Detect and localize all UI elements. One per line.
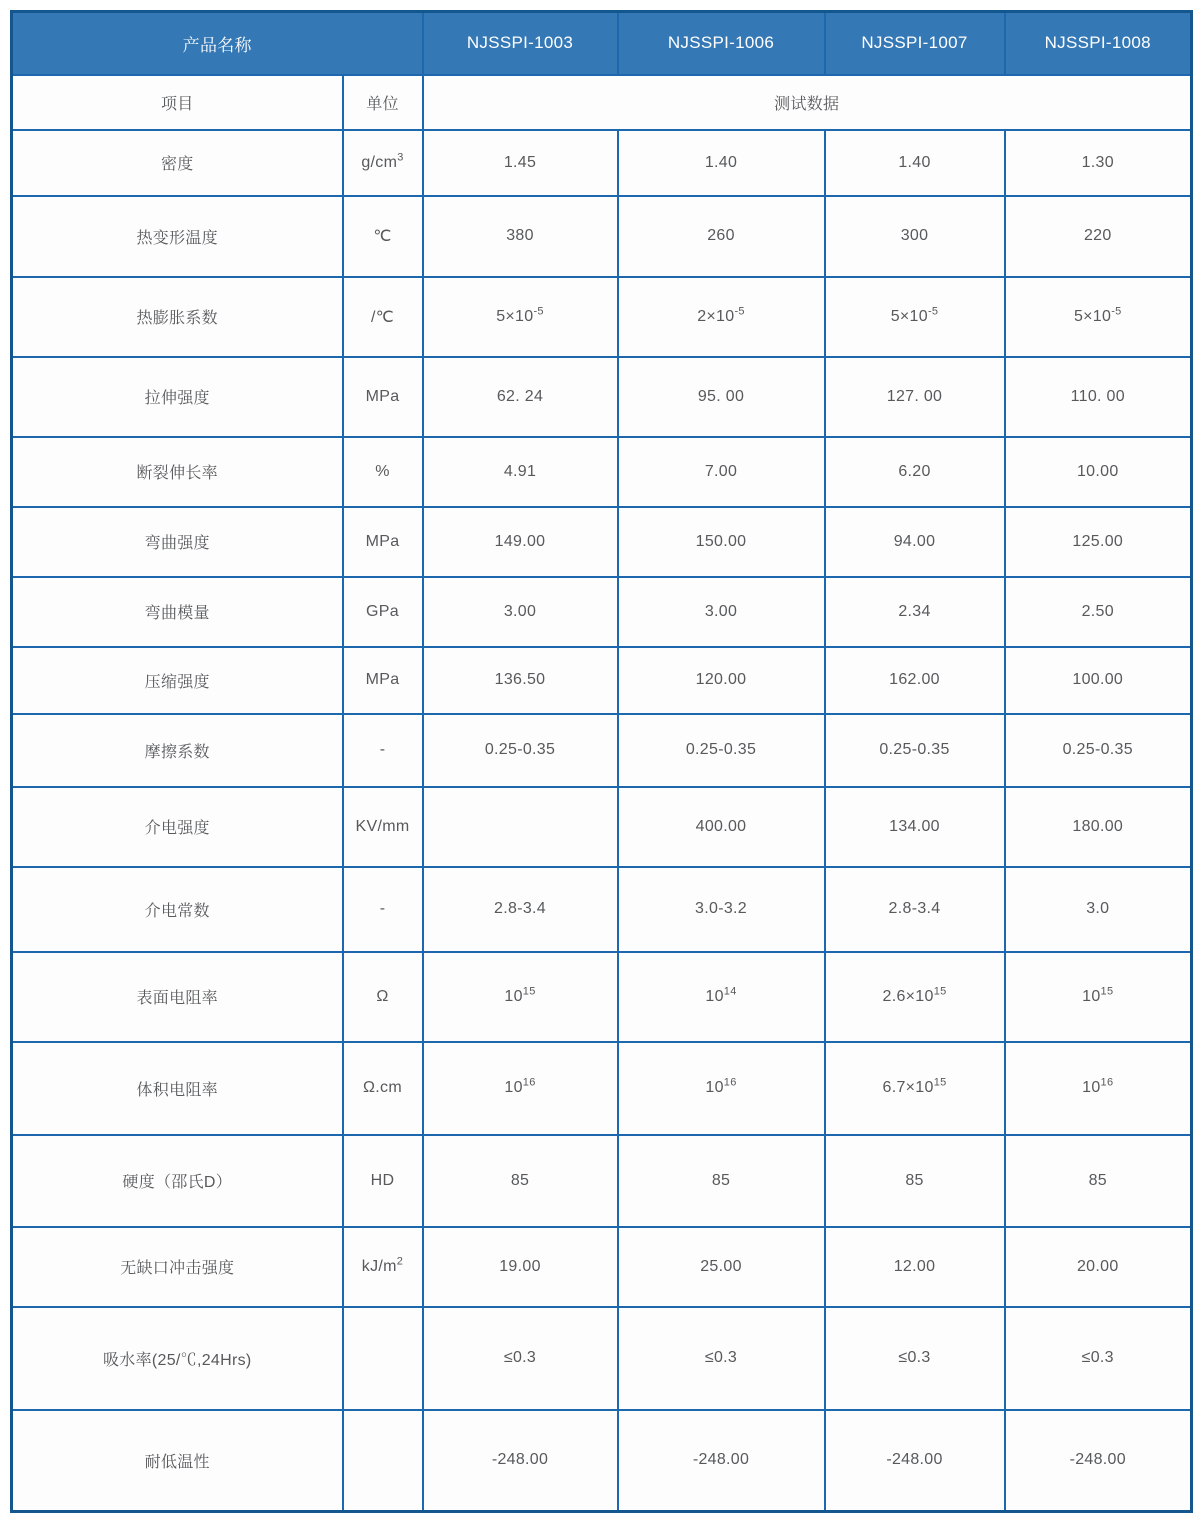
value-cell: 12.00 bbox=[825, 1227, 1005, 1307]
value-cell: $6.7\times 10^{15}$ bbox=[825, 1042, 1005, 1135]
item-cell: 热膨胀系数 bbox=[12, 277, 343, 357]
value-cell: $10^{16}$ bbox=[1005, 1042, 1192, 1135]
table-row bbox=[12, 437, 1192, 507]
value-cell: 85 bbox=[825, 1135, 1005, 1227]
value-cell: 6.20 bbox=[825, 437, 1005, 507]
table-row bbox=[12, 277, 1192, 357]
item-cell: 密度 bbox=[12, 130, 343, 196]
value-cell: 136.50 bbox=[423, 647, 618, 714]
spec-table bbox=[10, 10, 1193, 1513]
unit-label: 单位 bbox=[343, 75, 423, 130]
value-cell: 62. 24 bbox=[423, 357, 618, 437]
value-cell bbox=[423, 787, 618, 867]
unit-cell: MPa bbox=[343, 357, 423, 437]
value-cell: 300 bbox=[825, 196, 1005, 277]
value-cell: -248.00 bbox=[1005, 1410, 1192, 1512]
unit-cell bbox=[343, 1307, 423, 1410]
value-cell: 20.00 bbox=[1005, 1227, 1192, 1307]
unit-cell: ℃ bbox=[343, 196, 423, 277]
value-cell: $10^{15}$ bbox=[1005, 952, 1192, 1042]
value-cell: 1.40 bbox=[618, 130, 825, 196]
unit-cell: MPa bbox=[343, 647, 423, 714]
value-cell: 0.25-0.35 bbox=[423, 714, 618, 787]
value-cell: 10.00 bbox=[1005, 437, 1192, 507]
value-cell: 1.40 bbox=[825, 130, 1005, 196]
value-cell: 3.00 bbox=[618, 577, 825, 647]
unit-cell: % bbox=[343, 437, 423, 507]
product-column-1: NJSSPI-1003 bbox=[423, 12, 618, 75]
value-cell: 220 bbox=[1005, 196, 1192, 277]
value-cell: 100.00 bbox=[1005, 647, 1192, 714]
value-cell: $2.6\times 10^{15}$ bbox=[825, 952, 1005, 1042]
value-cell: 2.50 bbox=[1005, 577, 1192, 647]
spec-table-body bbox=[12, 130, 1192, 1512]
test-data-label: 测试数据 bbox=[423, 75, 1192, 130]
value-cell: 400.00 bbox=[618, 787, 825, 867]
value-cell: 150.00 bbox=[618, 507, 825, 577]
value-cell: ≤0.3 bbox=[825, 1307, 1005, 1410]
value-cell: 162.00 bbox=[825, 647, 1005, 714]
value-cell: 380 bbox=[423, 196, 618, 277]
table-row bbox=[12, 1410, 1192, 1512]
item-cell: 介电常数 bbox=[12, 867, 343, 952]
item-cell: 压缩强度 bbox=[12, 647, 343, 714]
item-cell: 弯曲强度 bbox=[12, 507, 343, 577]
value-cell: 85 bbox=[618, 1135, 825, 1227]
value-cell: ≤0.3 bbox=[423, 1307, 618, 1410]
value-cell: 94.00 bbox=[825, 507, 1005, 577]
value-cell: -248.00 bbox=[618, 1410, 825, 1512]
table-row bbox=[12, 357, 1192, 437]
item-cell: 弯曲模量 bbox=[12, 577, 343, 647]
unit-cell: HD bbox=[343, 1135, 423, 1227]
product-name-label: 产品名称 bbox=[12, 12, 423, 75]
value-cell: $5\times 10^{-5}$ bbox=[825, 277, 1005, 357]
table-row bbox=[12, 1307, 1192, 1410]
value-cell: 4.91 bbox=[423, 437, 618, 507]
value-cell: 127. 00 bbox=[825, 357, 1005, 437]
value-cell: 1.30 bbox=[1005, 130, 1192, 196]
unit-cell: KV/mm bbox=[343, 787, 423, 867]
value-cell: 2.34 bbox=[825, 577, 1005, 647]
table-row bbox=[12, 1135, 1192, 1227]
item-cell: 体积电阻率 bbox=[12, 1042, 343, 1135]
value-cell: 120.00 bbox=[618, 647, 825, 714]
unit-cell: - bbox=[343, 714, 423, 787]
value-cell: $5\times 10^{-5}$ bbox=[1005, 277, 1192, 357]
product-column-4: NJSSPI-1008 bbox=[1005, 12, 1192, 75]
table-row bbox=[12, 130, 1192, 196]
value-cell: $5\times 10^{-5}$ bbox=[423, 277, 618, 357]
unit-cell: $g/cm^3$ bbox=[343, 130, 423, 196]
value-cell: 95. 00 bbox=[618, 357, 825, 437]
value-cell: 3.0-3.2 bbox=[618, 867, 825, 952]
value-cell: 180.00 bbox=[1005, 787, 1192, 867]
item-cell: 拉伸强度 bbox=[12, 357, 343, 437]
value-cell: 85 bbox=[423, 1135, 618, 1227]
value-cell: $2\times 10^{-5}$ bbox=[618, 277, 825, 357]
value-cell: $10^{16}$ bbox=[423, 1042, 618, 1135]
value-cell: 0.25-0.35 bbox=[618, 714, 825, 787]
value-cell: ≤0.3 bbox=[1005, 1307, 1192, 1410]
value-cell: 3.0 bbox=[1005, 867, 1192, 952]
value-cell: 3.00 bbox=[423, 577, 618, 647]
item-cell: 硬度（邵氏D） bbox=[12, 1135, 343, 1227]
table-row bbox=[12, 507, 1192, 577]
unit-cell: /℃ bbox=[343, 277, 423, 357]
table-row bbox=[12, 1227, 1192, 1307]
value-cell: 85 bbox=[1005, 1135, 1192, 1227]
subheader-row bbox=[12, 75, 1192, 130]
value-cell: 125.00 bbox=[1005, 507, 1192, 577]
value-cell: 0.25-0.35 bbox=[1005, 714, 1192, 787]
table-row bbox=[12, 577, 1192, 647]
table-row bbox=[12, 867, 1192, 952]
unit-cell: GPa bbox=[343, 577, 423, 647]
unit-cell: - bbox=[343, 867, 423, 952]
item-cell: 断裂伸长率 bbox=[12, 437, 343, 507]
value-cell: 2.8-3.4 bbox=[423, 867, 618, 952]
unit-cell: MPa bbox=[343, 507, 423, 577]
table-row bbox=[12, 647, 1192, 714]
product-header-row bbox=[12, 12, 1192, 75]
value-cell: 0.25-0.35 bbox=[825, 714, 1005, 787]
value-cell: 7.00 bbox=[618, 437, 825, 507]
unit-cell: Ω.cm bbox=[343, 1042, 423, 1135]
value-cell: 260 bbox=[618, 196, 825, 277]
value-cell: 134.00 bbox=[825, 787, 1005, 867]
item-cell: 耐低温性 bbox=[12, 1410, 343, 1512]
value-cell: $10^{14}$ bbox=[618, 952, 825, 1042]
value-cell: 149.00 bbox=[423, 507, 618, 577]
table-row bbox=[12, 952, 1192, 1042]
unit-cell bbox=[343, 1410, 423, 1512]
value-cell: ≤0.3 bbox=[618, 1307, 825, 1410]
value-cell: 1.45 bbox=[423, 130, 618, 196]
value-cell: 110. 00 bbox=[1005, 357, 1192, 437]
item-cell: 吸水率(25/℃,24Hrs) bbox=[12, 1307, 343, 1410]
table-row bbox=[12, 714, 1192, 787]
value-cell: 25.00 bbox=[618, 1227, 825, 1307]
table-row bbox=[12, 1042, 1192, 1135]
item-cell: 热变形温度 bbox=[12, 196, 343, 277]
value-cell: $10^{15}$ bbox=[423, 952, 618, 1042]
value-cell: -248.00 bbox=[423, 1410, 618, 1512]
product-column-2: NJSSPI-1006 bbox=[618, 12, 825, 75]
item-label: 项目 bbox=[12, 75, 343, 130]
item-cell: 介电强度 bbox=[12, 787, 343, 867]
value-cell: $10^{16}$ bbox=[618, 1042, 825, 1135]
item-cell: 表面电阻率 bbox=[12, 952, 343, 1042]
value-cell: -248.00 bbox=[825, 1410, 1005, 1512]
value-cell: 19.00 bbox=[423, 1227, 618, 1307]
product-column-3: NJSSPI-1007 bbox=[825, 12, 1005, 75]
item-cell: 无缺口冲击强度 bbox=[12, 1227, 343, 1307]
unit-cell: $kJ/m^2$ bbox=[343, 1227, 423, 1307]
table-row bbox=[12, 196, 1192, 277]
item-cell: 摩擦系数 bbox=[12, 714, 343, 787]
unit-cell: Ω bbox=[343, 952, 423, 1042]
value-cell: 2.8-3.4 bbox=[825, 867, 1005, 952]
table-row bbox=[12, 787, 1192, 867]
